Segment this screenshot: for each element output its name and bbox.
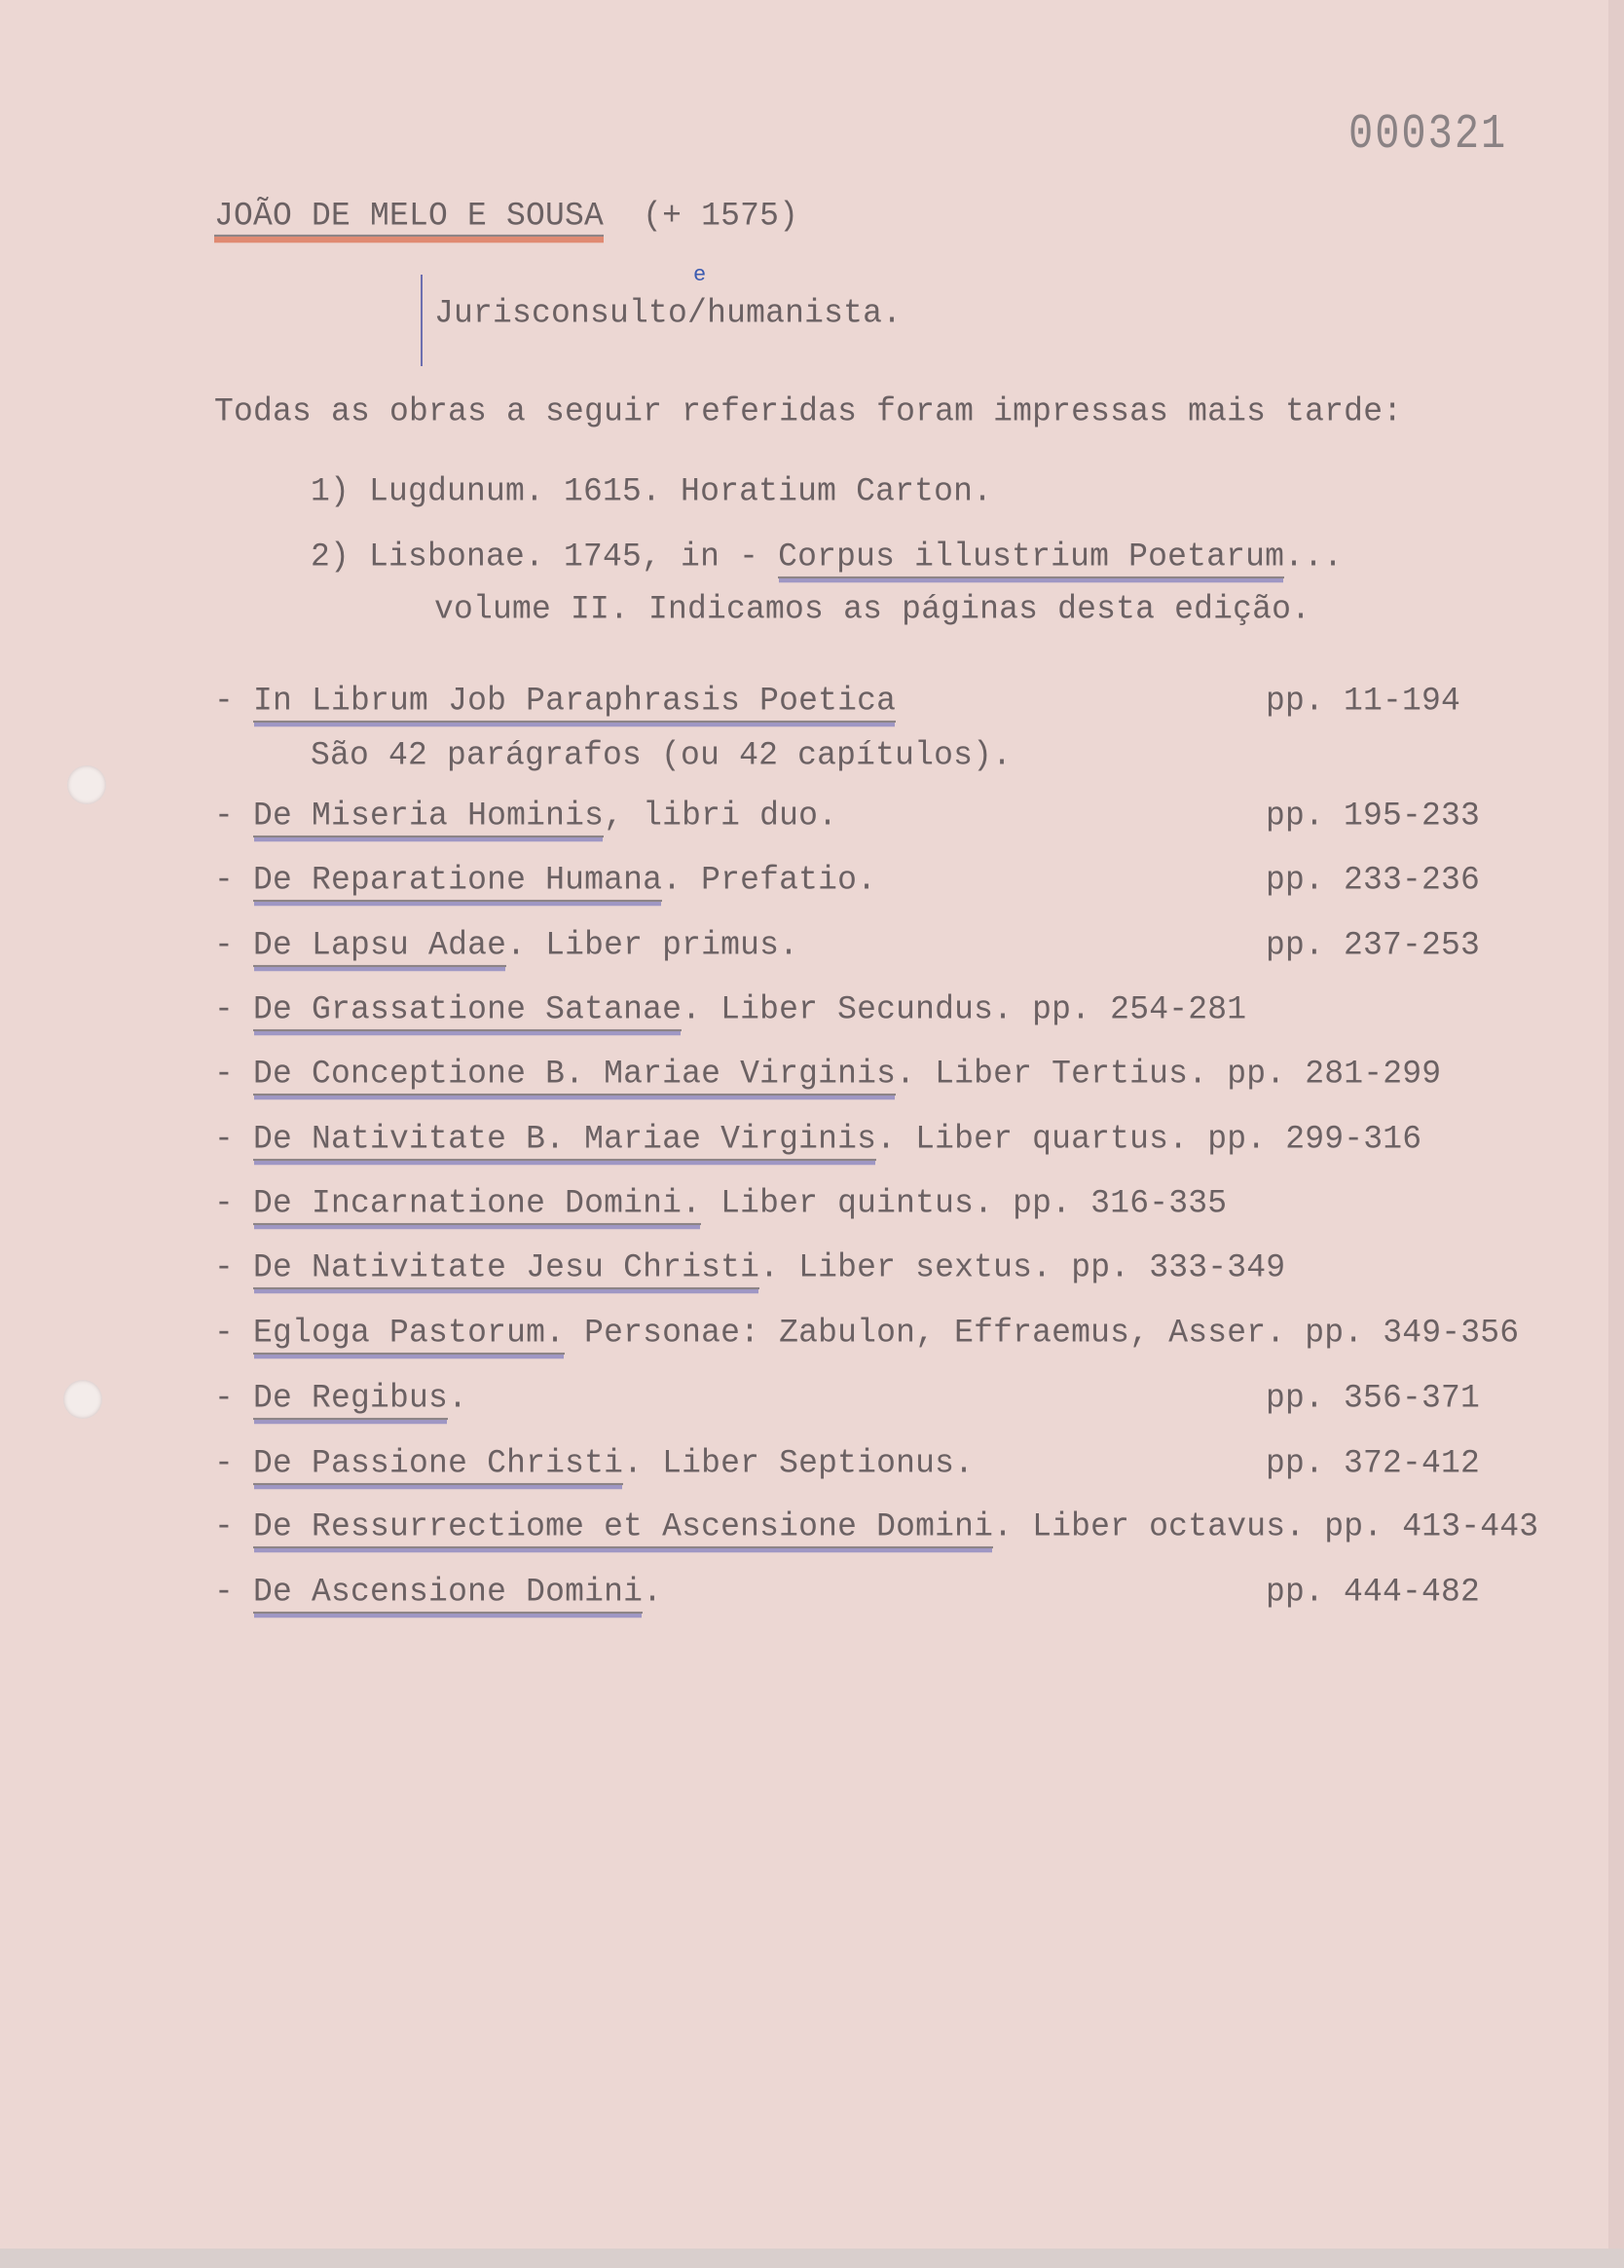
edition-2-ellipsis: ... <box>1284 538 1344 576</box>
work-description: . Liber quartus. <box>876 1120 1189 1158</box>
work-pages: pp. 281-299 <box>1227 1055 1442 1093</box>
work-entry <box>214 1183 1227 1224</box>
work-entry <box>214 1054 1441 1095</box>
work-entry <box>214 925 1481 966</box>
intro-text: Todas as obras a seguir referidas foram impressas mais tarde: <box>214 392 1403 430</box>
bullet-dash: - <box>214 861 235 899</box>
work-title: De Nativitate Jesu Christi <box>253 1248 759 1289</box>
work-pages: pp. 333-349 <box>1071 1248 1286 1286</box>
bullet-dash: - <box>214 797 235 835</box>
work-entry <box>214 1119 1421 1160</box>
bullet-dash: - <box>214 682 235 720</box>
author-name: JOÃO DE MELO E SOUSA <box>214 197 604 237</box>
bullet-dash: - <box>214 1055 235 1093</box>
bullet-dash: - <box>214 926 235 964</box>
bullet-dash: - <box>214 990 235 1028</box>
heading <box>214 196 798 237</box>
work-entry <box>214 1313 1519 1354</box>
work-title: Egloga Pastorum. <box>253 1314 565 1355</box>
scan-edge <box>0 2249 1624 2268</box>
bullet-dash: - <box>214 1573 235 1611</box>
work-pages: pp. 413-443 <box>1324 1507 1539 1545</box>
work-description: Liber quintus. <box>701 1184 994 1222</box>
punch-hole <box>67 765 106 804</box>
bullet-dash: - <box>214 1444 235 1482</box>
work-description: Personae: Zabulon, Effraemus, Asser. <box>565 1314 1286 1352</box>
work-title: In Librum Job Paraphrasis Poetica <box>253 682 896 723</box>
edition-2-label: 2) Lisbonae. 1745, in - <box>311 538 779 576</box>
bullet-dash: - <box>214 1507 235 1545</box>
work-pages: pp. 254-281 <box>1032 990 1247 1028</box>
work-pages: pp. 195-233 <box>1266 797 1481 835</box>
work-pages: pp. 316-335 <box>1013 1184 1228 1222</box>
bullet-dash: - <box>214 1314 235 1352</box>
work-description: . Liber sextus. <box>759 1248 1052 1286</box>
work-description: . Liber octavus. <box>993 1507 1306 1545</box>
work-title: De Miseria Hominis <box>253 797 604 837</box>
author-dates: (+ 1575) <box>643 197 799 235</box>
work-entry <box>214 1443 1481 1484</box>
subtitle-part: humanista. <box>707 294 903 332</box>
margin-line <box>421 275 423 366</box>
work-title: De Nativitate B. Mariae Virginis <box>253 1120 876 1161</box>
edition-2-title: Corpus illustrium Poetarum <box>778 538 1284 578</box>
edition-1: 1) Lugdunum. 1615. Horatium Carton. <box>311 472 993 510</box>
work-title: De Ressurrectiome et Ascensione Domini <box>253 1507 993 1548</box>
work-title: De Incarnatione Domini. <box>253 1184 701 1225</box>
paper-edge <box>1608 0 1624 2268</box>
work-title: De Conceptione B. Mariae Virginis <box>253 1055 896 1096</box>
work-entry <box>214 989 1246 1030</box>
work-description: , libri duo. <box>604 797 838 835</box>
work-pages: pp. 11-194 <box>1266 682 1461 720</box>
work-description: . <box>448 1379 468 1417</box>
work-pages: pp. 349-356 <box>1305 1314 1520 1352</box>
work-pages: pp. 372-412 <box>1266 1444 1481 1482</box>
bullet-dash: - <box>214 1248 235 1286</box>
work-note: São 42 parágrafos (ou 42 capítulos). <box>311 736 1013 774</box>
subtitle-part: Jurisconsulto <box>434 294 688 332</box>
work-title: De Ascensione Domini <box>253 1573 643 1614</box>
work-pages: pp. 356-371 <box>1266 1379 1481 1417</box>
subtitle: Jurisconsulto/humanista. <box>434 294 903 332</box>
work-title: De Grassatione Satanae <box>253 990 682 1031</box>
work-entry <box>214 1247 1285 1288</box>
bullet-dash: - <box>214 1120 235 1158</box>
work-description: . <box>643 1573 663 1611</box>
work-description: . Liber Tertius. <box>896 1055 1208 1093</box>
work-entry <box>214 796 1481 837</box>
work-title: De Lapsu Adae <box>253 926 506 967</box>
edition-2-line2: volume II. Indicamos as páginas desta edição. <box>434 590 1311 628</box>
bullet-dash: - <box>214 1184 235 1222</box>
work-pages: pp. 233-236 <box>1266 861 1481 899</box>
work-entry <box>214 1378 1481 1419</box>
punch-hole <box>63 1380 102 1419</box>
work-title: De Reparatione Humana <box>253 861 662 902</box>
bullet-dash: - <box>214 1379 235 1417</box>
work-pages: pp. 237-253 <box>1266 926 1481 964</box>
work-description: . Liber primus. <box>506 926 799 964</box>
work-pages: pp. 299-316 <box>1207 1120 1422 1158</box>
work-entry <box>214 681 1461 722</box>
work-title: De Passione Christi <box>253 1444 623 1485</box>
work-entry <box>214 1572 1481 1613</box>
handwritten-correction: e <box>693 263 707 287</box>
work-description: . Liber Secundus. <box>682 990 1014 1028</box>
edition-2 <box>311 537 1343 577</box>
work-description: . Liber Septionus. <box>623 1444 975 1482</box>
work-title: De Regibus <box>253 1379 448 1420</box>
work-entry <box>214 1506 1538 1547</box>
page-stamp-number: 000321 <box>1348 106 1508 163</box>
work-description: . Prefatio. <box>662 861 877 899</box>
work-pages: pp. 444-482 <box>1266 1573 1481 1611</box>
work-entry <box>214 860 1481 901</box>
